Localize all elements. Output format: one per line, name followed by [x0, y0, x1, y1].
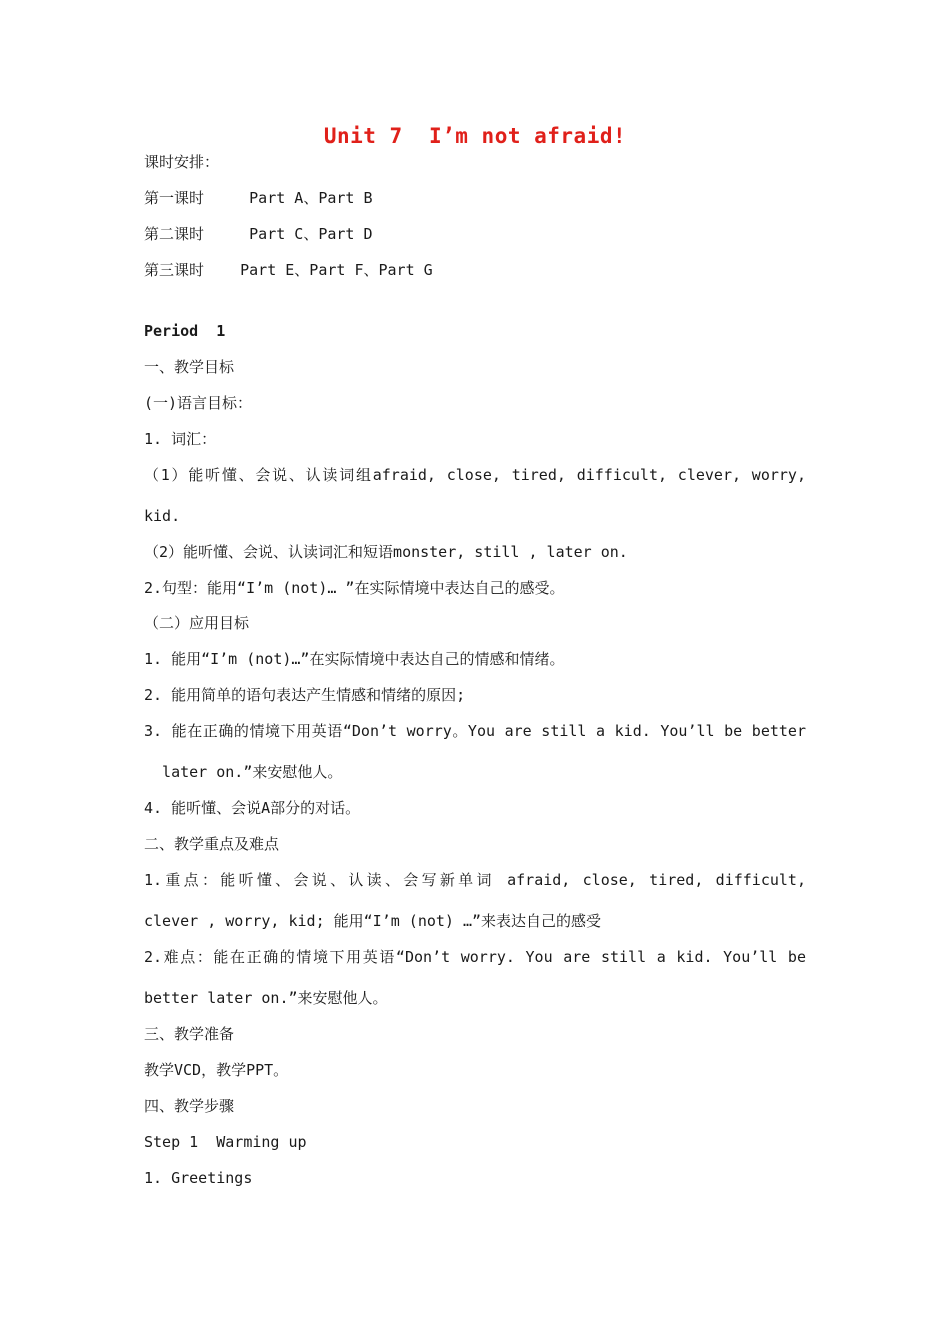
- language-goals-heading: (一)语言目标：: [144, 394, 253, 412]
- vocabulary-item-1-line-2: kid.: [144, 507, 181, 525]
- difficult-points-line-2: better later on.”来安慰他人。: [144, 989, 388, 1007]
- section-2-heading: 二、教学重点及难点: [144, 835, 280, 853]
- key-points-line-2: clever , worry, kid; 能用“I’m (not) …”来表达自己的感受: [144, 912, 602, 930]
- vocabulary-heading: 1. 词汇：: [144, 430, 217, 448]
- period-heading: Period 1: [144, 322, 226, 340]
- application-item-2: 2. 能用简单的语句表达产生情感和情绪的原因;: [144, 686, 466, 704]
- step-1-item-1: 1. Greetings: [144, 1169, 253, 1187]
- section-3-heading: 三、教学准备: [144, 1025, 235, 1043]
- application-item-1: 1. 能用“I’m (not)…”在实际情境中表达自己的情感和情绪。: [144, 650, 565, 668]
- section-4-heading: 四、教学步骤: [144, 1097, 235, 1115]
- section-1-heading: 一、教学目标: [144, 358, 235, 376]
- key-points-line-1: 1.重点：能听懂、会说、认读、会写新单词 afraid, close, tired, difficult,: [144, 871, 806, 889]
- application-item-3-line-1: 3. 能在正确的情境下用英语“Don’t worry。You are still a kid. You’ll be better: [144, 722, 806, 740]
- document-title: Unit 7 I’m not afraid!: [323, 124, 627, 148]
- application-goals-heading: （二）应用目标: [144, 614, 250, 632]
- application-item-4: 4. 能听懂、会说A部分的对话。: [144, 799, 361, 817]
- step-1-heading: Step 1 Warming up: [144, 1133, 307, 1151]
- vocabulary-item-1-line-1: （1）能听懂、会说、认读词组afraid, close, tired, difficult, clever, worry,: [144, 466, 806, 484]
- schedule-heading: 课时安排：: [144, 153, 220, 171]
- sentence-pattern: 2.句型：能用“I’m (not)… ”在实际情境中表达自己的感受。: [144, 579, 565, 597]
- schedule-row-2: 第二课时 Part C、Part D: [144, 225, 373, 243]
- preparation-text: 教学VCD，教学PPT。: [144, 1061, 289, 1079]
- difficult-points-line-1: 2.难点：能在正确的情境下用英语“Don’t worry. You are still a kid. You’ll be: [144, 948, 806, 966]
- schedule-row-1: 第一课时 Part A、Part B: [144, 189, 373, 207]
- schedule-row-3: 第三课时 Part E、Part F、Part G: [144, 261, 433, 279]
- vocabulary-item-2: （2）能听懂、会说、认读词汇和短语monster, still , later on.: [144, 543, 628, 561]
- application-item-3-line-2: later on.”来安慰他人。: [144, 763, 343, 781]
